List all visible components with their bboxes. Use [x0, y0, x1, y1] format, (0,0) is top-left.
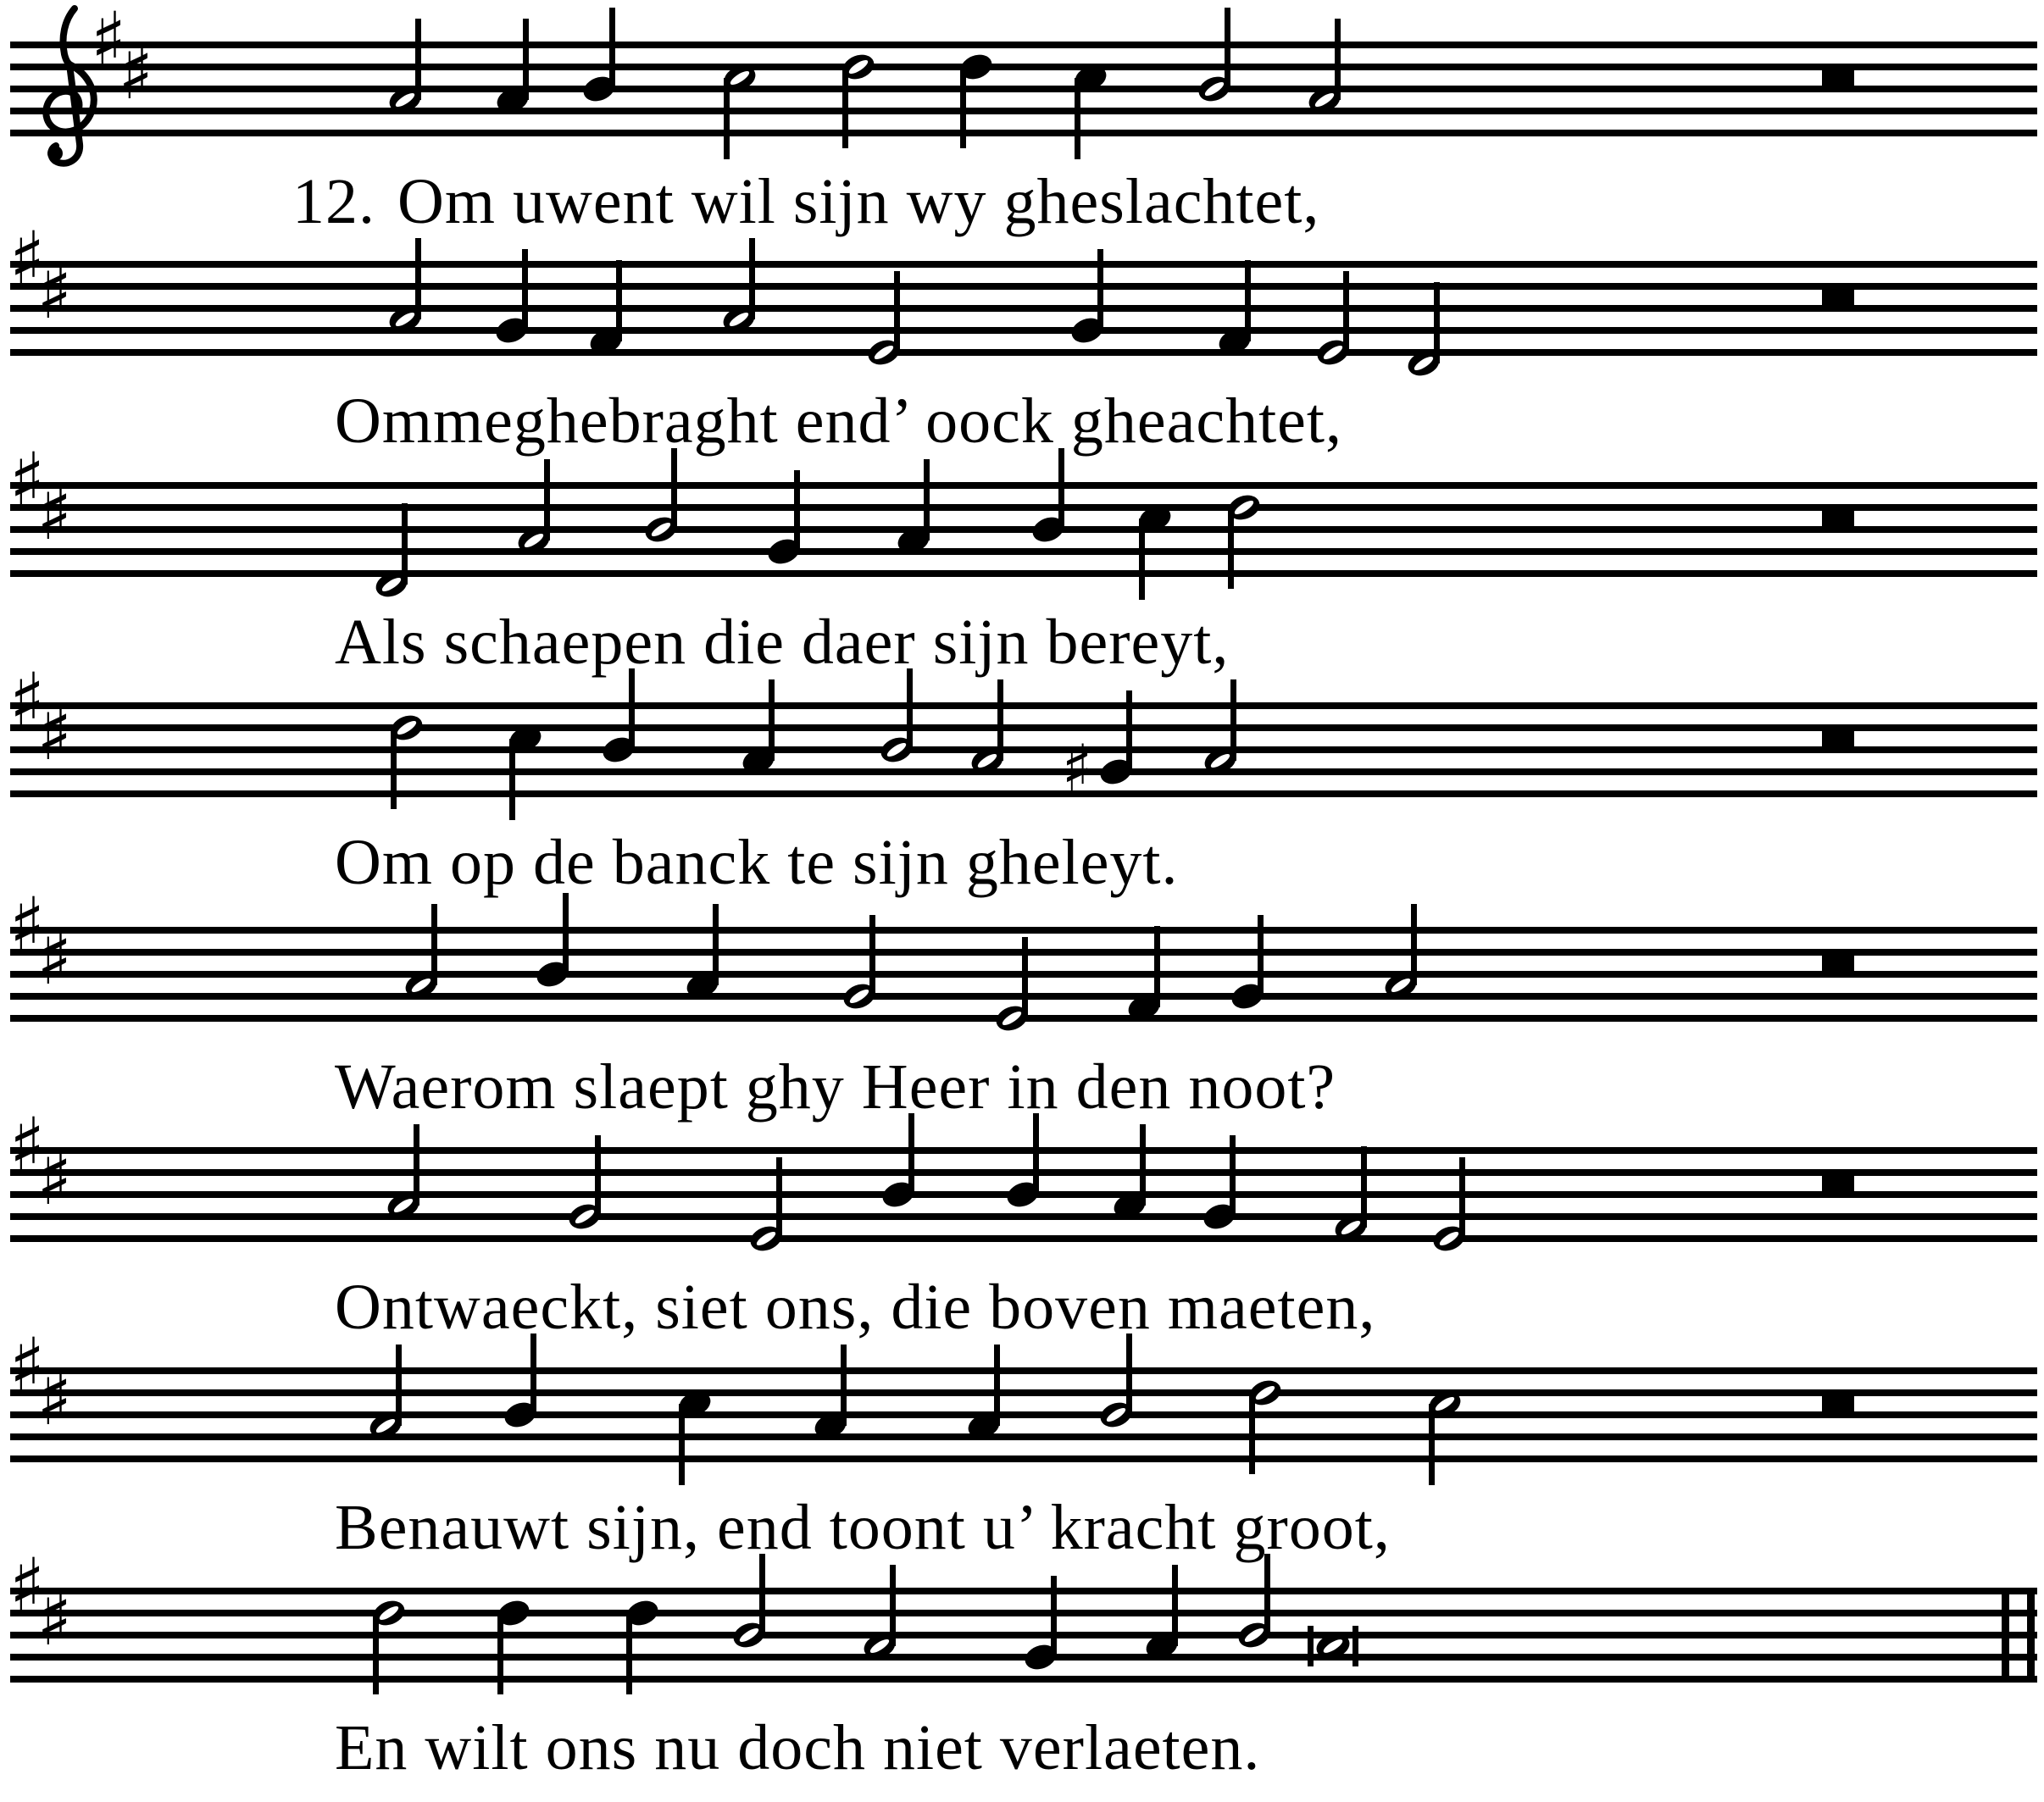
note-stem — [563, 893, 569, 974]
lyric-text: Benauwt sijn, end toont u’ kracht groot, — [335, 1492, 1391, 1563]
note-b4 — [642, 448, 680, 546]
staff-line — [10, 927, 2037, 934]
key-signature-sharp-icon: ♯ — [8, 436, 46, 524]
note-stem — [509, 739, 515, 820]
staff-line — [10, 1654, 2037, 1661]
note-stem — [1264, 1554, 1270, 1635]
staff-line — [10, 482, 2037, 489]
staff-system-4 — [9, 657, 2037, 820]
note-stem — [724, 78, 730, 159]
key-signature-sharp-icon: ♯ — [36, 1575, 73, 1662]
note-stem — [1434, 282, 1440, 363]
staff-line — [10, 1367, 2037, 1374]
note-b4 — [730, 1554, 768, 1651]
key-signature-sharp-icon: ♯ — [36, 1134, 73, 1222]
key-signature-sharp-icon: ♯ — [36, 248, 73, 335]
note-stem — [523, 19, 529, 100]
lyric-text: Om op de banck te sijn gheleyt. — [335, 827, 1179, 898]
staff-line — [10, 570, 2037, 577]
staff-line — [10, 1411, 2037, 1418]
staff-line — [10, 305, 2037, 312]
staff-line — [10, 1588, 2037, 1594]
staff-system-3 — [9, 436, 2037, 601]
note-stem — [997, 679, 1003, 761]
note-stem — [841, 1345, 847, 1426]
staff-line — [10, 327, 2037, 334]
staff-line — [10, 1433, 2037, 1440]
half-rest — [1822, 729, 1854, 746]
lyric-line-7 — [335, 1492, 1391, 1563]
note-stem — [794, 470, 800, 552]
note-b4 — [1097, 1333, 1135, 1431]
note-stem — [1230, 679, 1236, 761]
note-b4 — [879, 1113, 917, 1211]
staff-line — [10, 1389, 2037, 1396]
note-stem — [1051, 1576, 1057, 1657]
staff-line — [10, 64, 2037, 70]
note-stem — [1225, 8, 1230, 89]
final-barline — [2027, 1588, 2035, 1683]
note-stem — [749, 238, 755, 319]
note-b4 — [599, 668, 637, 766]
lyric-text: Waerom slaept ghy Heer in den noot? — [335, 1051, 1336, 1123]
note-stem — [908, 1113, 914, 1195]
note-stem — [713, 904, 719, 985]
note-stem — [776, 1157, 782, 1239]
staff-line — [10, 504, 2037, 511]
half-rest — [1822, 954, 1854, 971]
note-stem — [907, 668, 913, 750]
half-rest — [1822, 69, 1854, 86]
note-stem — [960, 67, 966, 148]
staff-line — [10, 1632, 2037, 1638]
key-signature-sharp-icon: ♯ — [8, 1542, 46, 1629]
staff-line — [10, 349, 2037, 356]
key-signature-sharp-icon: ♯ — [8, 215, 46, 302]
half-rest — [1822, 1394, 1854, 1411]
note-stem — [373, 1613, 379, 1694]
note-stem — [842, 67, 848, 148]
key-signature-sharp-icon: ♯ — [8, 881, 46, 968]
staff-line — [10, 1235, 2037, 1242]
note-stem — [1126, 1333, 1132, 1415]
staff-line — [10, 724, 2037, 731]
key-signature-sharp-icon: ♯ — [36, 1355, 73, 1442]
note-b4 — [1195, 8, 1233, 105]
note-stem — [396, 1345, 402, 1426]
staff-line — [10, 768, 2037, 775]
staff-line — [10, 526, 2037, 533]
note-stem — [629, 668, 635, 750]
note-stem — [1230, 1135, 1236, 1217]
verse-number: 12. — [292, 166, 375, 237]
note-stem — [616, 260, 622, 341]
note-stem — [1033, 1113, 1039, 1195]
note-stem — [1245, 260, 1251, 341]
note-stem — [869, 915, 875, 996]
note-stem — [431, 904, 437, 985]
note-stem — [1154, 926, 1160, 1007]
staff-line — [10, 746, 2037, 753]
breve-bar — [1308, 1626, 1314, 1666]
note-stem — [671, 448, 677, 530]
staff-system-7 — [9, 1322, 2037, 1485]
note-b4 — [1003, 1113, 1041, 1211]
staff-system-5 — [9, 881, 2037, 1034]
note-stem — [1459, 1157, 1465, 1239]
note-stem — [391, 728, 397, 809]
note-stem — [1058, 448, 1064, 530]
note-stem — [1139, 518, 1145, 600]
key-signature-sharp-icon: ♯ — [90, 0, 127, 83]
note-b4 — [1235, 1554, 1273, 1651]
accidental-sharp-icon: ♯ — [1061, 730, 1093, 806]
note-stem — [1249, 1393, 1255, 1474]
half-rest — [1822, 288, 1854, 305]
lyric-text: En wilt ons nu doch niet verlaeten. — [335, 1712, 1261, 1783]
key-signature-sharp-icon: ♯ — [8, 1101, 46, 1189]
staff-line — [10, 1676, 2037, 1683]
key-signature-sharp-icon: ♯ — [36, 690, 73, 777]
lyric-text: Als schaepen die daer sijn bereyt, — [335, 607, 1230, 678]
note-stem — [1172, 1565, 1178, 1646]
lyric-text: Ommeghebraght end’ oock gheachtet, — [335, 385, 1343, 457]
note-stem — [1361, 1146, 1367, 1228]
staff-line — [10, 283, 2037, 290]
key-signature-sharp-icon: ♯ — [36, 914, 73, 1001]
note-stem — [1126, 690, 1132, 772]
note-stem — [609, 8, 615, 89]
final-barline — [2002, 1588, 2009, 1683]
note-stem — [626, 1613, 632, 1694]
staff-line — [10, 702, 2037, 709]
note-b4 — [501, 1333, 539, 1431]
note-stem — [924, 459, 930, 541]
note-stem — [415, 238, 421, 319]
key-signature-sharp-icon: ♯ — [8, 657, 46, 744]
note-stem — [1075, 78, 1080, 159]
note-stem — [759, 1554, 765, 1635]
note-stem — [530, 1333, 536, 1415]
note-stem — [894, 271, 900, 352]
note-stem — [497, 1613, 503, 1694]
note-stem — [1228, 507, 1234, 589]
lyric-line-3 — [335, 607, 1230, 678]
staff-line — [10, 1610, 2037, 1616]
half-rest — [1822, 1174, 1854, 1191]
key-signature-sharp-icon: ♯ — [8, 1322, 46, 1409]
staff-system-1 — [10, 0, 2037, 164]
staff-line — [10, 548, 2037, 555]
note-stem — [1140, 1124, 1146, 1206]
staff-line — [10, 108, 2037, 114]
note-stem — [679, 1404, 685, 1485]
staff-line — [10, 1213, 2037, 1220]
note-stem — [994, 1345, 1000, 1426]
note-stem — [890, 1565, 896, 1646]
clef-dot — [47, 146, 63, 161]
staff-line — [10, 42, 2037, 48]
staff-line — [10, 1169, 2037, 1176]
staff-line — [10, 1455, 2037, 1462]
note-b4 — [1029, 448, 1067, 546]
lyric-line-1 — [292, 166, 1320, 237]
note-stem — [1022, 937, 1028, 1018]
note-b4 — [580, 8, 618, 105]
note-stem — [1258, 915, 1264, 996]
breve-bar — [1352, 1626, 1358, 1666]
staff-line — [10, 130, 2037, 136]
note-stem — [402, 503, 408, 585]
note-stem — [1343, 271, 1349, 352]
lyric-text: Ontwaeckt, siet ons, die boven maeten, — [335, 1272, 1376, 1343]
note-stem — [595, 1135, 601, 1217]
note-stem — [415, 19, 421, 100]
staff-system-8 — [9, 1542, 2037, 1694]
lyric-line-5 — [335, 1051, 1336, 1123]
note-stem — [544, 459, 550, 541]
staff-line — [10, 261, 2037, 268]
note-b4 — [533, 893, 571, 990]
half-rest — [1822, 509, 1854, 526]
note-stem — [414, 1124, 419, 1206]
note-stem — [1335, 19, 1341, 100]
key-signature-sharp-icon: ♯ — [117, 29, 154, 116]
staff-line — [10, 1147, 2037, 1154]
key-signature-sharp-icon: ♯ — [36, 469, 73, 557]
note-stem — [1097, 249, 1103, 330]
staff-line — [10, 86, 2037, 92]
lyric-line-2 — [335, 385, 1343, 457]
lyric-line-4 — [335, 827, 1179, 898]
lyric-line-6 — [335, 1272, 1376, 1343]
note-stem — [522, 249, 528, 330]
lyric-line-8 — [335, 1712, 1261, 1783]
lyric-text: Om uwent wil sijn wy gheslachtet, — [397, 166, 1320, 237]
note-b4 — [877, 668, 915, 766]
staff-system-6 — [9, 1101, 2037, 1255]
staff-line — [10, 790, 2037, 797]
staff-system-2 — [9, 215, 2037, 380]
note-stem — [1411, 904, 1417, 985]
note-stem — [1429, 1404, 1435, 1485]
note-stem — [769, 679, 775, 761]
